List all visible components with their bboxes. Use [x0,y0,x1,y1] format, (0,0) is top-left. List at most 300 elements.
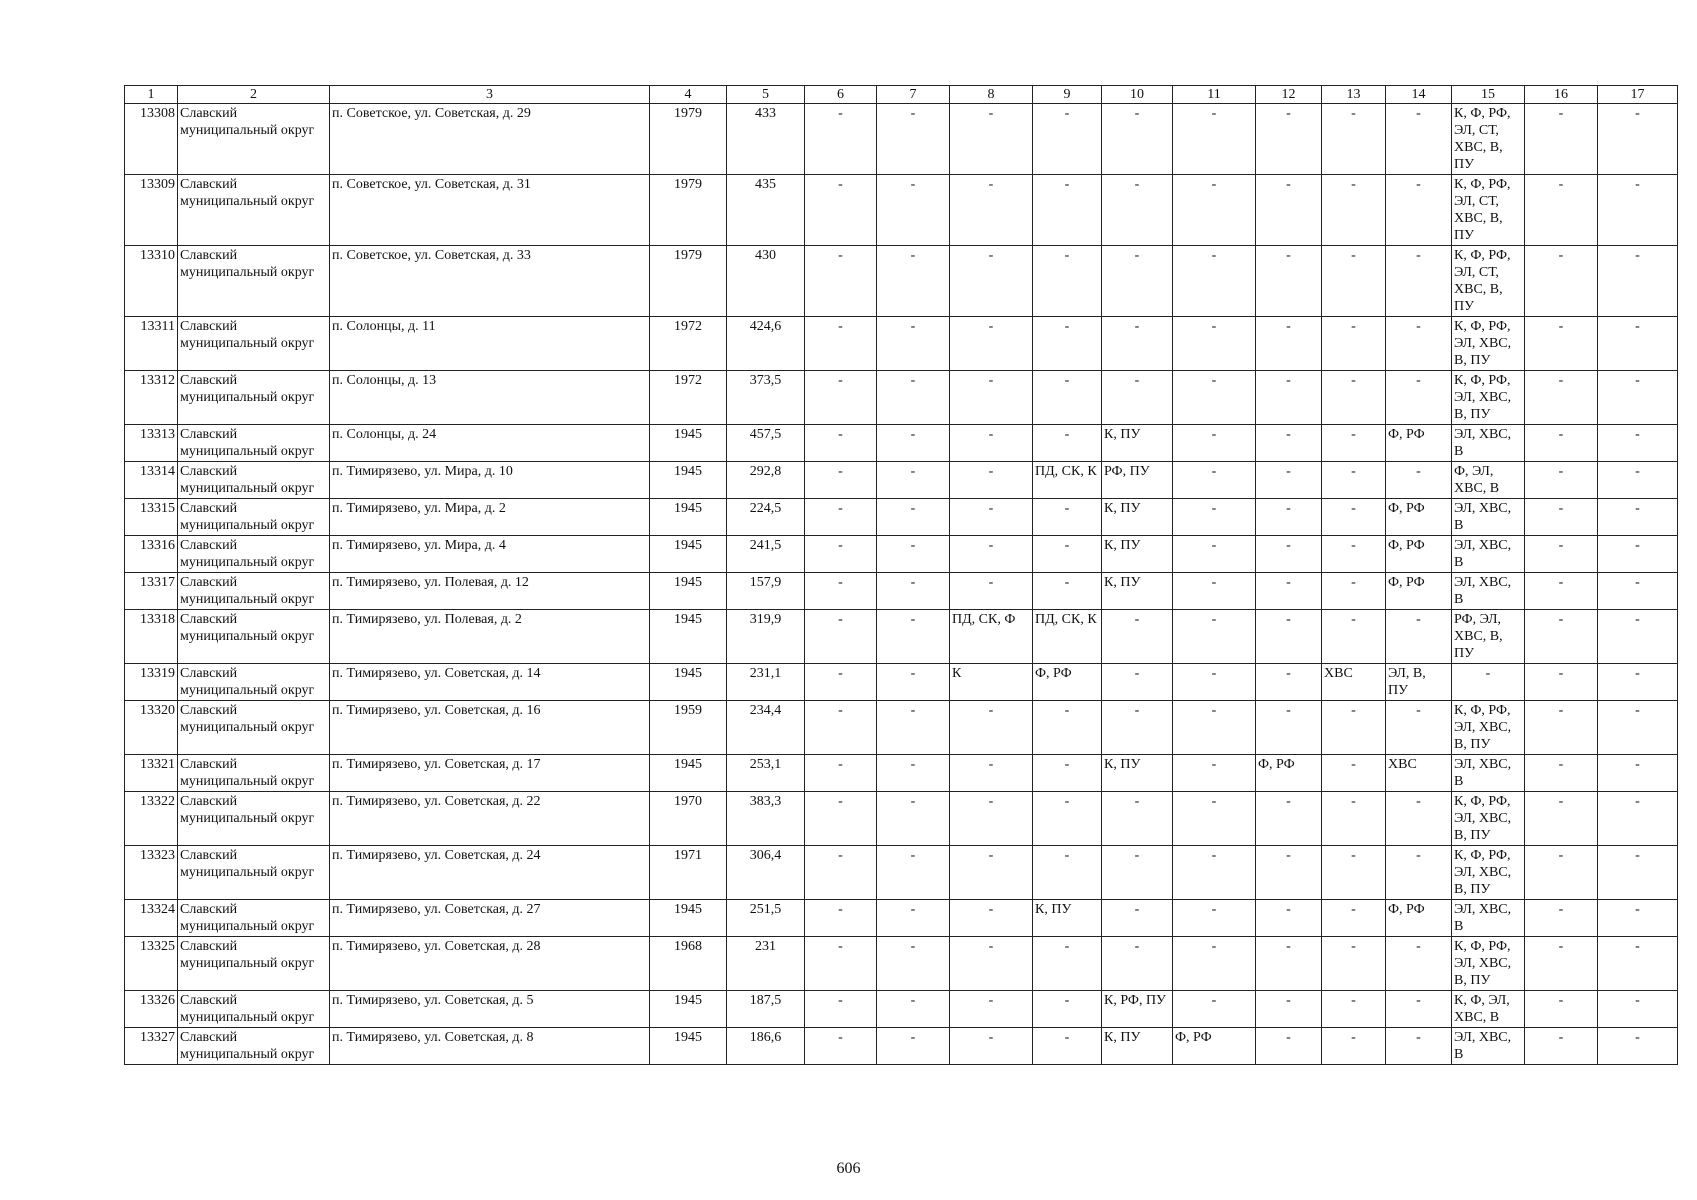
cell-col-12: - [1256,175,1322,246]
cell-col-15: ЭЛ, ХВС, В [1452,900,1525,937]
cell-col-4: 1945 [650,462,727,499]
cell-col-13: - [1322,846,1386,900]
cell-col-2: Славский муниципальный округ [178,573,330,610]
cell-col-8: - [950,900,1033,937]
cell-col-7: - [877,246,950,317]
table-row [125,900,1678,937]
cell-col-10: - [1102,846,1173,900]
table-row [125,937,1678,991]
cell-col-15: ЭЛ, ХВС, В [1452,755,1525,792]
cell-col-15: ЭЛ, ХВС, В [1452,573,1525,610]
cell-col-11: - [1173,900,1256,937]
cell-col-10: - [1102,246,1173,317]
column-header-10: 10 [1102,86,1173,104]
table-header [125,86,1678,104]
cell-col-3: п. Солонцы, д. 24 [330,425,650,462]
cell-col-9: - [1033,846,1102,900]
cell-col-1: 13324 [125,900,178,937]
cell-col-3: п. Тимирязево, ул. Полевая, д. 2 [330,610,650,664]
table-row [125,246,1678,317]
cell-col-8: - [950,425,1033,462]
cell-col-14: - [1386,462,1452,499]
cell-col-11: - [1173,462,1256,499]
cell-col-15: К, Ф, РФ, ЭЛ, СТ, ХВС, В, ПУ [1452,104,1525,175]
table-row [125,610,1678,664]
cell-col-5: 457,5 [727,425,805,462]
cell-col-10: - [1102,104,1173,175]
cell-col-14: - [1386,792,1452,846]
cell-col-16: - [1525,317,1598,371]
column-header-14: 14 [1386,86,1452,104]
cell-col-15: ЭЛ, ХВС, В [1452,1028,1525,1065]
cell-col-13: ХВС [1322,664,1386,701]
cell-col-1: 13322 [125,792,178,846]
cell-col-17: - [1598,792,1678,846]
cell-col-4: 1945 [650,664,727,701]
cell-col-2: Славский муниципальный округ [178,536,330,573]
cell-col-3: п. Тимирязево, ул. Мира, д. 2 [330,499,650,536]
cell-col-13: - [1322,462,1386,499]
column-header-7: 7 [877,86,950,104]
cell-col-11: - [1173,104,1256,175]
cell-col-2: Славский муниципальный округ [178,246,330,317]
cell-col-14: ХВС [1386,755,1452,792]
cell-col-9: - [1033,317,1102,371]
cell-col-12: - [1256,104,1322,175]
cell-col-2: Славский муниципальный округ [178,1028,330,1065]
cell-col-12: - [1256,246,1322,317]
cell-col-17: - [1598,991,1678,1028]
cell-col-1: 13323 [125,846,178,900]
cell-col-16: - [1525,573,1598,610]
cell-col-13: - [1322,701,1386,755]
cell-col-6: - [805,900,877,937]
cell-col-15: ЭЛ, ХВС, В [1452,425,1525,462]
cell-col-13: - [1322,104,1386,175]
cell-col-6: - [805,536,877,573]
cell-col-4: 1979 [650,246,727,317]
table-row [125,664,1678,701]
table-row [125,1028,1678,1065]
cell-col-2: Славский муниципальный округ [178,425,330,462]
cell-col-17: - [1598,937,1678,991]
cell-col-1: 13319 [125,664,178,701]
cell-col-14: - [1386,246,1452,317]
cell-col-2: Славский муниципальный округ [178,664,330,701]
cell-col-17: - [1598,846,1678,900]
cell-col-11: Ф, РФ [1173,1028,1256,1065]
cell-col-3: п. Тимирязево, ул. Советская, д. 27 [330,900,650,937]
cell-col-6: - [805,573,877,610]
cell-col-8: - [950,991,1033,1028]
cell-col-14: - [1386,701,1452,755]
cell-col-16: - [1525,536,1598,573]
cell-col-5: 251,5 [727,900,805,937]
cell-col-1: 13317 [125,573,178,610]
cell-col-1: 13315 [125,499,178,536]
cell-col-13: - [1322,573,1386,610]
cell-col-17: - [1598,246,1678,317]
cell-col-1: 13327 [125,1028,178,1065]
table-row [125,425,1678,462]
cell-col-5: 383,3 [727,792,805,846]
cell-col-13: - [1322,792,1386,846]
cell-col-8: - [950,175,1033,246]
cell-col-2: Славский муниципальный округ [178,701,330,755]
cell-col-3: п. Тимирязево, ул. Полевая, д. 12 [330,573,650,610]
cell-col-17: - [1598,371,1678,425]
cell-col-16: - [1525,371,1598,425]
cell-col-6: - [805,701,877,755]
cell-col-3: п. Солонцы, д. 11 [330,317,650,371]
cell-col-12: - [1256,792,1322,846]
cell-col-8: - [950,371,1033,425]
cell-col-5: 253,1 [727,755,805,792]
cell-col-3: п. Солонцы, д. 13 [330,371,650,425]
cell-col-11: - [1173,937,1256,991]
cell-col-1: 13313 [125,425,178,462]
cell-col-2: Славский муниципальный округ [178,900,330,937]
column-header-16: 16 [1525,86,1598,104]
cell-col-11: - [1173,371,1256,425]
cell-col-7: - [877,846,950,900]
cell-col-17: - [1598,610,1678,664]
cell-col-11: - [1173,573,1256,610]
cell-col-13: - [1322,425,1386,462]
table-row [125,536,1678,573]
cell-col-16: - [1525,1028,1598,1065]
cell-col-5: 435 [727,175,805,246]
cell-col-1: 13325 [125,937,178,991]
cell-col-7: - [877,499,950,536]
cell-col-13: - [1322,900,1386,937]
cell-col-4: 1979 [650,104,727,175]
cell-col-5: 231 [727,937,805,991]
cell-col-12: - [1256,664,1322,701]
cell-col-5: 430 [727,246,805,317]
cell-col-9: - [1033,937,1102,991]
cell-col-7: - [877,610,950,664]
cell-col-4: 1970 [650,792,727,846]
cell-col-9: - [1033,425,1102,462]
cell-col-4: 1972 [650,317,727,371]
cell-col-6: - [805,425,877,462]
cell-col-15: К, Ф, РФ, ЭЛ, СТ, ХВС, В, ПУ [1452,246,1525,317]
cell-col-15: Ф, ЭЛ, ХВС, В [1452,462,1525,499]
cell-col-6: - [805,104,877,175]
cell-col-16: - [1525,499,1598,536]
cell-col-2: Славский муниципальный округ [178,937,330,991]
cell-col-12: - [1256,573,1322,610]
cell-col-17: - [1598,701,1678,755]
cell-col-16: - [1525,991,1598,1028]
cell-col-1: 13326 [125,991,178,1028]
cell-col-5: 234,4 [727,701,805,755]
table-row [125,846,1678,900]
cell-col-3: п. Тимирязево, ул. Мира, д. 10 [330,462,650,499]
cell-col-2: Славский муниципальный округ [178,755,330,792]
cell-col-17: - [1598,425,1678,462]
cell-col-7: - [877,462,950,499]
cell-col-7: - [877,991,950,1028]
cell-col-16: - [1525,175,1598,246]
cell-col-13: - [1322,536,1386,573]
cell-col-10: - [1102,610,1173,664]
cell-col-9: - [1033,701,1102,755]
cell-col-15: РФ, ЭЛ, ХВС, В, ПУ [1452,610,1525,664]
table-row [125,792,1678,846]
cell-col-3: п. Тимирязево, ул. Советская, д. 24 [330,846,650,900]
cell-col-4: 1945 [650,573,727,610]
cell-col-12: - [1256,1028,1322,1065]
cell-col-10: К, ПУ [1102,536,1173,573]
cell-col-13: - [1322,246,1386,317]
cell-col-11: - [1173,846,1256,900]
cell-col-1: 13321 [125,755,178,792]
cell-col-3: п. Тимирязево, ул. Советская, д. 5 [330,991,650,1028]
cell-col-3: п. Тимирязево, ул. Советская, д. 17 [330,755,650,792]
cell-col-13: - [1322,317,1386,371]
table-body [125,104,1678,1065]
cell-col-5: 186,6 [727,1028,805,1065]
cell-col-4: 1945 [650,900,727,937]
cell-col-6: - [805,991,877,1028]
cell-col-17: - [1598,317,1678,371]
column-header-4: 4 [650,86,727,104]
cell-col-9: - [1033,104,1102,175]
cell-col-12: - [1256,462,1322,499]
cell-col-12: - [1256,371,1322,425]
cell-col-7: - [877,900,950,937]
cell-col-7: - [877,755,950,792]
cell-col-15: К, Ф, РФ, ЭЛ, ХВС, В, ПУ [1452,846,1525,900]
column-header-15: 15 [1452,86,1525,104]
cell-col-15: К, Ф, РФ, ЭЛ, ХВС, В, ПУ [1452,317,1525,371]
cell-col-2: Славский муниципальный округ [178,610,330,664]
cell-col-16: - [1525,104,1598,175]
cell-col-13: - [1322,755,1386,792]
table-row [125,462,1678,499]
cell-col-1: 13316 [125,536,178,573]
cell-col-10: - [1102,371,1173,425]
cell-col-8: - [950,755,1033,792]
table-row [125,499,1678,536]
cell-col-3: п. Тимирязево, ул. Мира, д. 4 [330,536,650,573]
cell-col-14: - [1386,937,1452,991]
cell-col-5: 292,8 [727,462,805,499]
cell-col-4: 1971 [650,846,727,900]
cell-col-17: - [1598,1028,1678,1065]
cell-col-12: - [1256,846,1322,900]
table-row [125,104,1678,175]
cell-col-9: - [1033,573,1102,610]
cell-col-17: - [1598,499,1678,536]
cell-col-3: п. Тимирязево, ул. Советская, д. 22 [330,792,650,846]
cell-col-14: - [1386,175,1452,246]
cell-col-14: Ф, РФ [1386,536,1452,573]
cell-col-16: - [1525,610,1598,664]
cell-col-9: - [1033,991,1102,1028]
cell-col-6: - [805,317,877,371]
cell-col-2: Славский муниципальный округ [178,846,330,900]
cell-col-16: - [1525,701,1598,755]
cell-col-4: 1972 [650,371,727,425]
cell-col-16: - [1525,664,1598,701]
cell-col-1: 13318 [125,610,178,664]
cell-col-2: Славский муниципальный округ [178,499,330,536]
cell-col-12: Ф, РФ [1256,755,1322,792]
cell-col-15: К, Ф, РФ, ЭЛ, ХВС, В, ПУ [1452,792,1525,846]
cell-col-6: - [805,755,877,792]
cell-col-16: - [1525,755,1598,792]
cell-col-11: - [1173,536,1256,573]
cell-col-9: - [1033,536,1102,573]
table-row [125,755,1678,792]
cell-col-10: К, ПУ [1102,755,1173,792]
cell-col-15: К, Ф, ЭЛ, ХВС, В [1452,991,1525,1028]
cell-col-3: п. Советское, ул. Советская, д. 29 [330,104,650,175]
page-number: 606 [836,1160,861,1177]
cell-col-9: - [1033,246,1102,317]
cell-col-1: 13312 [125,371,178,425]
cell-col-9: К, ПУ [1033,900,1102,937]
cell-col-14: - [1386,371,1452,425]
cell-col-4: 1945 [650,499,727,536]
cell-col-9: - [1033,755,1102,792]
cell-col-2: Славский муниципальный округ [178,462,330,499]
cell-col-12: - [1256,536,1322,573]
cell-col-3: п. Тимирязево, ул. Советская, д. 8 [330,1028,650,1065]
cell-col-10: РФ, ПУ [1102,462,1173,499]
cell-col-17: - [1598,462,1678,499]
cell-col-9: - [1033,499,1102,536]
column-header-17: 17 [1598,86,1678,104]
cell-col-12: - [1256,425,1322,462]
cell-col-9: Ф, РФ [1033,664,1102,701]
cell-col-12: - [1256,610,1322,664]
cell-col-2: Славский муниципальный округ [178,317,330,371]
cell-col-9: - [1033,1028,1102,1065]
cell-col-4: 1945 [650,536,727,573]
cell-col-7: - [877,792,950,846]
cell-col-7: - [877,701,950,755]
cell-col-11: - [1173,425,1256,462]
cell-col-11: - [1173,246,1256,317]
column-header-12: 12 [1256,86,1322,104]
cell-col-4: 1945 [650,1028,727,1065]
cell-col-1: 13310 [125,246,178,317]
column-header-8: 8 [950,86,1033,104]
cell-col-7: - [877,536,950,573]
cell-col-5: 433 [727,104,805,175]
cell-col-15: ЭЛ, ХВС, В [1452,499,1525,536]
cell-col-16: - [1525,846,1598,900]
cell-col-11: - [1173,991,1256,1028]
cell-col-6: - [805,664,877,701]
cell-col-10: - [1102,937,1173,991]
cell-col-4: 1968 [650,937,727,991]
cell-col-17: - [1598,104,1678,175]
cell-col-4: 1945 [650,991,727,1028]
cell-col-11: - [1173,755,1256,792]
cell-col-14: - [1386,104,1452,175]
cell-col-16: - [1525,937,1598,991]
cell-col-10: К, ПУ [1102,499,1173,536]
cell-col-16: - [1525,792,1598,846]
cell-col-4: 1945 [650,425,727,462]
cell-col-8: - [950,846,1033,900]
column-header-3: 3 [330,86,650,104]
cell-col-10: - [1102,664,1173,701]
cell-col-9: ПД, СК, К [1033,610,1102,664]
cell-col-14: Ф, РФ [1386,573,1452,610]
cell-col-6: - [805,937,877,991]
cell-col-10: - [1102,317,1173,371]
cell-col-14: - [1386,846,1452,900]
cell-col-6: - [805,610,877,664]
cell-col-10: - [1102,900,1173,937]
cell-col-11: - [1173,610,1256,664]
cell-col-14: Ф, РФ [1386,425,1452,462]
registry-table [124,85,1678,1065]
cell-col-1: 13311 [125,317,178,371]
cell-col-5: 306,4 [727,846,805,900]
cell-col-8: - [950,462,1033,499]
cell-col-4: 1945 [650,610,727,664]
cell-col-8: - [950,701,1033,755]
cell-col-5: 373,5 [727,371,805,425]
cell-col-4: 1945 [650,755,727,792]
cell-col-6: - [805,792,877,846]
cell-col-15: К, Ф, РФ, ЭЛ, ХВС, В, ПУ [1452,371,1525,425]
cell-col-4: 1959 [650,701,727,755]
cell-col-7: - [877,104,950,175]
cell-col-1: 13314 [125,462,178,499]
cell-col-9: - [1033,371,1102,425]
cell-col-17: - [1598,664,1678,701]
cell-col-14: - [1386,317,1452,371]
cell-col-14: Ф, РФ [1386,499,1452,536]
cell-col-5: 319,9 [727,610,805,664]
cell-col-3: п. Тимирязево, ул. Советская, д. 28 [330,937,650,991]
cell-col-14: - [1386,991,1452,1028]
cell-col-17: - [1598,536,1678,573]
cell-col-17: - [1598,900,1678,937]
cell-col-2: Славский муниципальный округ [178,991,330,1028]
cell-col-1: 13308 [125,104,178,175]
cell-col-8: К [950,664,1033,701]
cell-col-13: - [1322,175,1386,246]
cell-col-14: ЭЛ, В, ПУ [1386,664,1452,701]
cell-col-11: - [1173,792,1256,846]
cell-col-12: - [1256,900,1322,937]
cell-col-7: - [877,425,950,462]
cell-col-14: Ф, РФ [1386,900,1452,937]
cell-col-8: - [950,792,1033,846]
column-header-2: 2 [178,86,330,104]
cell-col-5: 224,5 [727,499,805,536]
cell-col-9: ПД, СК, К [1033,462,1102,499]
column-header-1: 1 [125,86,178,104]
cell-col-13: - [1322,937,1386,991]
cell-col-4: 1979 [650,175,727,246]
cell-col-6: - [805,1028,877,1065]
column-header-5: 5 [727,86,805,104]
cell-col-11: - [1173,175,1256,246]
column-header-9: 9 [1033,86,1102,104]
cell-col-17: - [1598,175,1678,246]
table-row [125,371,1678,425]
